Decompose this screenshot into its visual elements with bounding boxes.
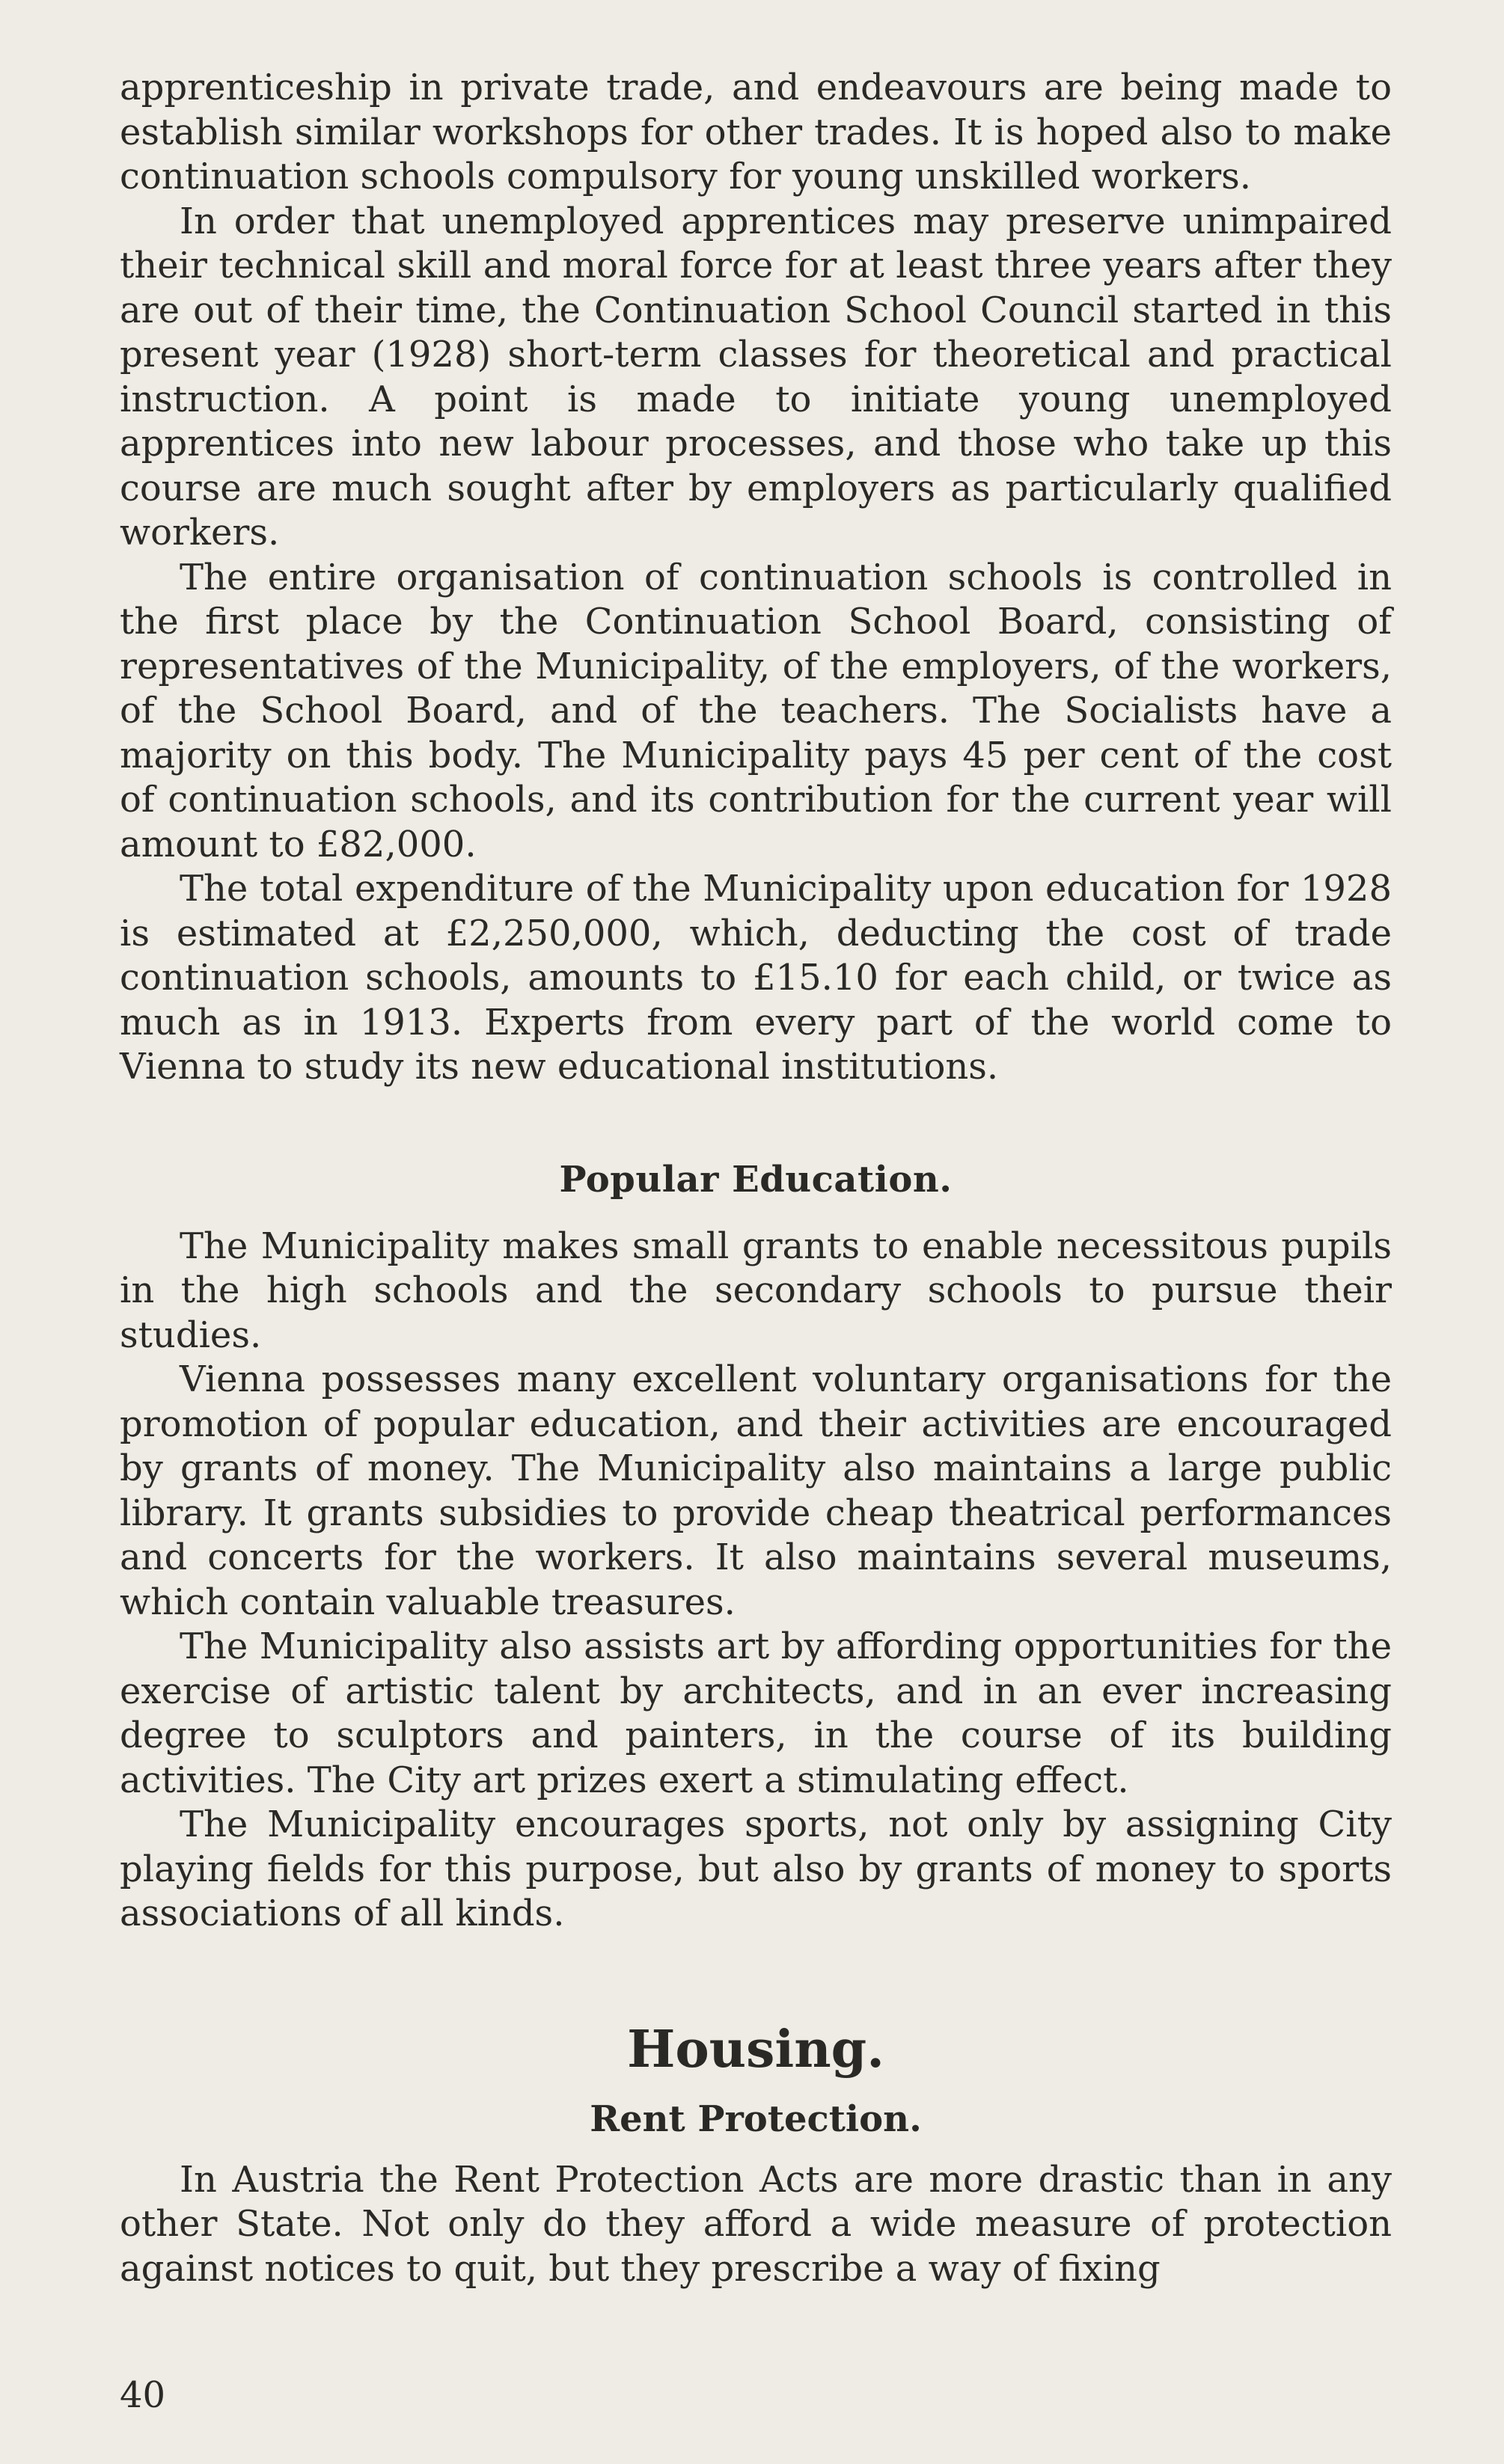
paragraph-sports: The Municipality encourages sports, not only by assigning City playing fields for this purpose, but also by grants of money to sports associations of all kinds.: [120, 1803, 1392, 1934]
paragraph-apprenticeship: apprenticeship in private trade, and endeavours are being made to establish similar workshops for other trades. It is hoped also to make continuation schools compulsory for young unskilled workers.: [120, 67, 1392, 197]
heading-housing: Housing.: [627, 2019, 884, 2080]
paragraph-grants-pupils: The Municipality makes small grants to enable necessitous pupils in the high schools and the secondary schools to pursue their studies.: [120, 1225, 1392, 1356]
page-body: [120, 66, 1392, 2291]
page-number: 40: [120, 2374, 166, 2416]
heading-popular-education: Popular Education.: [559, 1158, 953, 1201]
paragraph-unemployed-apprentices: In order that unemployed apprentices may preserve unimpaired their technical skill and moral force for at least three years after they are out of their time, the Continuation School Council started in this present year (1928) short-term classes for theoretical and practical instruction. A point is made to initiate young unemployed apprentices into new labour processes, and those who take up this course are much sought after by employers as particularly qualified workers.: [120, 200, 1392, 554]
paragraph-art: The Municipality also assists art by affording opportunities for the exercise of artistic talent by architects, and in an ever increasing degree to sculptors and painters, in the course of its building activities. The City art prizes exert a stimulating effect.: [120, 1625, 1392, 1801]
paragraph-expenditure: The total expenditure of the Municipality upon education for 1928 is estimated at £2,250,000, which, deducting the cost of trade continuation schools, amounts to £15.10 for each child, or twice as much as in 1913. Experts from every part of the world come to Vienna to study its new educational institutions.: [120, 868, 1392, 1088]
heading-rent-protection: Rent Protection.: [590, 2097, 922, 2140]
paragraph-voluntary-organisations: Vienna possesses many excellent voluntary organisations for the promotion of popular education, and their activities are encouraged by grants of money. The Municipality also maintains a large public library. It grants subsidies to provide cheap theatrical performances and concerts for the workers. It also maintains several museums, which contain valuable treasures.: [120, 1358, 1392, 1623]
paragraph-continuation-board: The entire organisation of continuation schools is controlled in the first place by the Continuation School Board, consisting of representatives of the Municipality, of the employers, of the workers, of the School Board, and of the teachers. The Socialists have a majority on this body. The Municipality pays 45 per cent of the cost of continuation schools, and its contribution for the current year will amount to £82,000.: [120, 556, 1392, 865]
paragraph-rent-protection: In Austria the Rent Protection Acts are more drastic than in any other State. Not only do they afford a wide measure of protection against notices to quit, but they prescribe a way of fixing: [120, 2158, 1392, 2290]
